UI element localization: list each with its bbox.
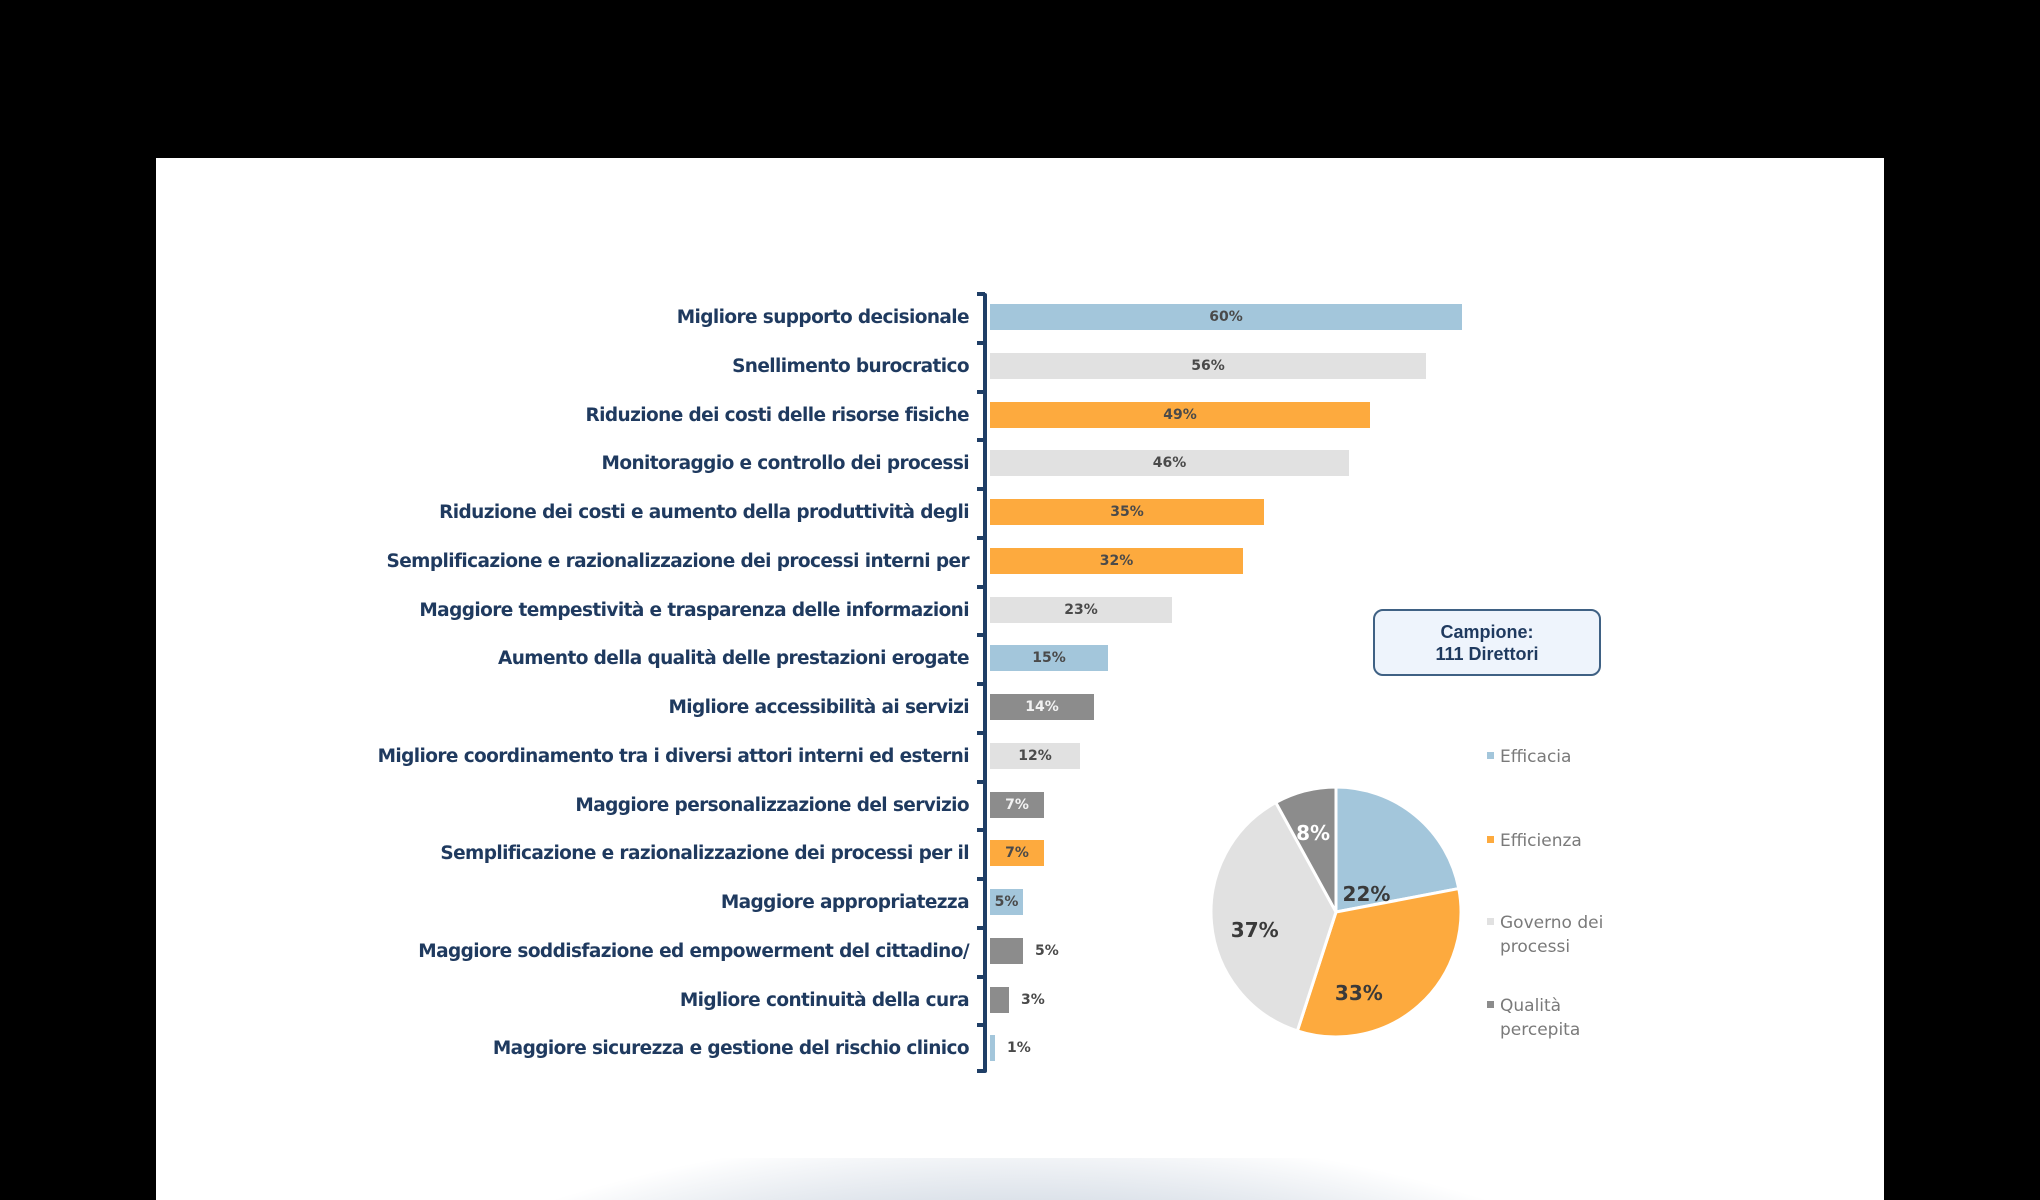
axis-tick <box>977 585 985 589</box>
bar-value-label: 1% <box>1007 1040 1031 1057</box>
bar-category-label: Migliore continuità della cura <box>679 989 969 1011</box>
pie-slice-label: 22% <box>1342 882 1391 907</box>
bar-row <box>156 792 1884 820</box>
bar-row <box>156 402 1884 430</box>
legend-item <box>1487 745 1647 769</box>
legend-swatch-icon <box>1487 836 1494 843</box>
legend-label: Efficacia <box>1500 747 1572 767</box>
bar-value-label: 5% <box>994 894 1019 910</box>
bar-category-label: Maggiore sicurezza e gestione del rischio clinico <box>492 1038 969 1060</box>
bar-value-label: 7% <box>1005 796 1029 813</box>
bar-value-label: 46% <box>1152 455 1187 472</box>
bar-value-label: 15% <box>1032 650 1066 667</box>
axis-tick <box>977 828 985 832</box>
axis-tick <box>977 731 985 735</box>
axis-tick <box>977 536 985 540</box>
bar-value-label: 35% <box>1110 504 1144 520</box>
axis-tick <box>977 487 985 491</box>
bar-value-label: 7% <box>1005 845 1029 862</box>
pie-chart <box>1209 785 1463 1039</box>
bar-category-label: Semplificazione e razionalizzazione dei processi interni per <box>386 550 969 572</box>
bar-value-label: 56% <box>1191 357 1225 374</box>
bar-chart <box>156 158 1884 1200</box>
axis-tick <box>977 390 985 394</box>
sample-size-box <box>1373 609 1601 676</box>
axis-tick <box>977 780 985 784</box>
bar-category-label: Monitoraggio e controllo dei processi <box>601 453 969 475</box>
axis-tick <box>977 926 985 930</box>
bar-row <box>156 597 1884 625</box>
bar-category-label: Migliore coordinamento tra i diversi attori interni ed esterni <box>377 745 969 767</box>
bar-category-label: Migliore supporto decisionale <box>676 307 969 328</box>
bar-category-label: Riduzione dei costi e aumento della produttività degli <box>439 502 969 523</box>
bar-category-label: Maggiore tempestività e trasparenza delle informazioni <box>419 599 969 621</box>
axis-tick <box>977 341 985 345</box>
legend-label: Qualità percepita <box>1500 996 1581 1040</box>
legend-item <box>1487 829 1647 853</box>
legend-item <box>1487 994 1647 1042</box>
pie-slice-label: 33% <box>1334 981 1383 1006</box>
bar-row <box>156 548 1884 576</box>
bar-value-label: 32% <box>1099 552 1134 569</box>
axis-tick <box>977 1069 985 1073</box>
bar-row <box>156 645 1884 673</box>
axis-tick <box>977 633 985 637</box>
pie-slice-label: 37% <box>1230 917 1279 942</box>
axis-tick <box>977 438 985 442</box>
bar-category-label: Maggiore personalizzazione del servizio <box>575 794 969 816</box>
bar-value-label: 14% <box>1025 699 1059 715</box>
bar-value-label: 12% <box>1018 747 1052 764</box>
legend-swatch-icon <box>1487 752 1494 759</box>
bar-category-label: Maggiore soddisfazione ed empowerment del cittadino/ <box>418 940 969 962</box>
slide <box>156 158 1884 1200</box>
bar-row <box>156 304 1884 332</box>
axis-tick <box>977 877 985 881</box>
legend-label: Efficienza <box>1500 831 1582 851</box>
bar-category-label: Semplificazione e razionalizzazione dei processi per il <box>440 843 969 865</box>
bar-row <box>156 353 1884 381</box>
bar-category-label: Migliore accessibilità ai servizi <box>668 697 969 718</box>
axis-tick <box>977 682 985 686</box>
bar-category-label: Maggiore appropriatezza <box>720 892 969 913</box>
bar <box>990 1035 995 1061</box>
bar <box>990 987 1009 1013</box>
axis-tick <box>977 292 985 296</box>
bar-row <box>156 499 1884 527</box>
bar-value-label: 5% <box>1035 942 1059 959</box>
bar <box>990 938 1023 964</box>
legend-swatch-icon <box>1487 1001 1494 1008</box>
sample-box-count: 111 Direttori <box>1435 644 1539 664</box>
legend-label: Governo dei processi <box>1500 913 1604 957</box>
pie-slice-label: 8% <box>1296 821 1331 846</box>
axis-tick <box>977 1023 985 1027</box>
bar-value-label: 49% <box>1163 406 1197 423</box>
bar-category-label: Snellimento burocratico <box>732 355 969 377</box>
axis-tick <box>977 975 985 979</box>
sample-box-title: Campione: <box>1440 622 1534 642</box>
legend-swatch-icon <box>1487 918 1494 925</box>
bar-value-label: 3% <box>1021 991 1045 1008</box>
bar-category-label: Riduzione dei costi delle risorse fisiche <box>585 404 969 426</box>
bar-category-label: Aumento della qualità delle prestazioni erogate <box>497 648 969 670</box>
bar-row <box>156 694 1884 722</box>
legend-item <box>1487 911 1647 959</box>
bar-value-label: 60% <box>1209 309 1243 325</box>
bar-value-label: 23% <box>1064 601 1098 618</box>
bar-row <box>156 450 1884 478</box>
